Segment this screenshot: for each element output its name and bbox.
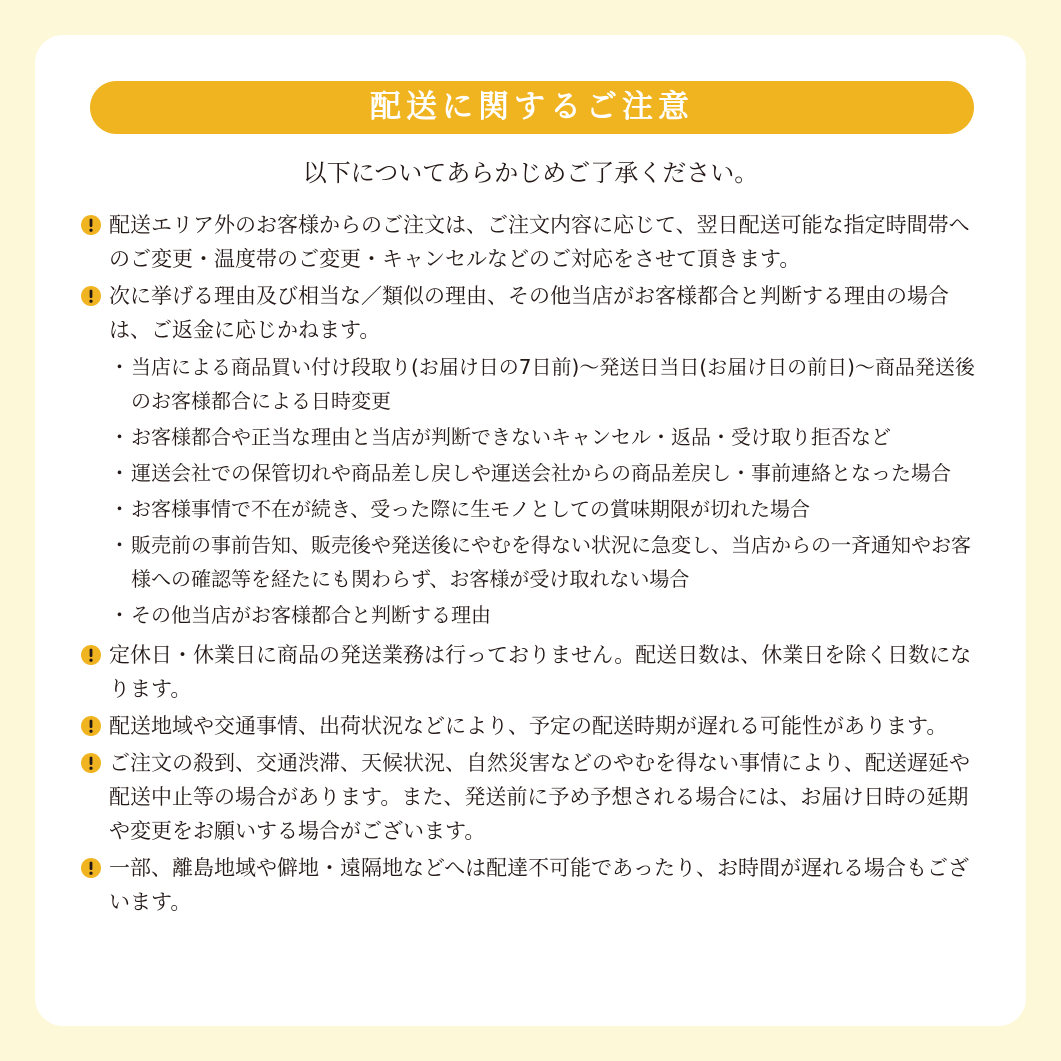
notice-card <box>35 35 1026 1026</box>
notice-text: 次に挙げる理由及び相当な／類似の理由、その他当店がお客様都合と判断する理由の場合は、ご返金に応じかねます。 <box>109 284 949 342</box>
notice-item <box>81 851 981 919</box>
notice-item <box>81 746 981 848</box>
notice-item <box>81 638 981 706</box>
notice-item <box>81 709 981 743</box>
list-item <box>108 492 981 526</box>
notice-text: 配送エリア外のお客様からのご注文は、ご注文内容に応じて、翌日配送可能な指定時間帯へのご変更・温度帯のご変更・キャンセルなどのご対応をさせて頂きます。 <box>109 213 970 271</box>
exclamation-circle-icon <box>81 286 106 306</box>
bullet: ・ <box>109 355 130 379</box>
exclamation-circle-icon <box>81 716 106 736</box>
bullet: ・ <box>109 603 130 627</box>
page-title: 配送に関するご注意 <box>90 81 974 134</box>
subtitle: 以下についてあらかじめご了承ください。 <box>302 159 759 187</box>
bullet: ・ <box>109 497 130 521</box>
list-item-text: 運送会社での保管切れや商品差し戻しや運送会社からの商品差戻し・事前連絡となった場合 <box>131 461 951 485</box>
notice-list <box>81 208 981 922</box>
notice-text: 一部、離島地域や僻地・遠隔地などへは配達不可能であったり、お時間が遅れる場合もございます。 <box>109 856 969 914</box>
exclamation-circle-icon <box>81 753 106 773</box>
list-item <box>108 350 981 418</box>
notice-item <box>81 279 981 347</box>
list-item <box>108 528 981 596</box>
exclamation-circle-icon <box>81 858 106 878</box>
bullet: ・ <box>109 533 130 557</box>
list-item-text: その他当店がお客様都合と判断する理由 <box>131 603 491 627</box>
notice-item <box>81 208 981 276</box>
notice-text: 定休日・休業日に商品の発送業務は行っておりません。配送日数は、休業日を除く日数になります。 <box>109 643 972 701</box>
exclamation-circle-icon <box>81 645 106 665</box>
list-item <box>108 456 981 490</box>
bullet: ・ <box>109 461 130 485</box>
notice-text: ご注文の殺到、交通渋滞、天候状況、自然災害などのやむを得ない事情により、配送遅延や配送中止等の場合があります。また、発送前に予め予想される場合には、お届け日時の延期や変更をお願いする場合がございます。 <box>109 751 970 843</box>
list-item-text: 当店による商品買い付け段取り(お届け日の7日前)〜発送日当日(お届け日の前日)〜商品発送後のお客様都合による日時変更 <box>131 355 975 413</box>
bullet: ・ <box>109 425 130 449</box>
exclamation-circle-icon <box>81 215 106 235</box>
list-item <box>108 598 981 632</box>
list-item-text: お客様都合や正当な理由と当店が判断できないキャンセル・返品・受け取り拒否など <box>131 425 891 449</box>
list-item-text: お客様事情で不在が続き、受った際に生モノとしての賞味期限が切れた場合 <box>131 497 810 521</box>
refund-exclusion-list <box>108 350 981 632</box>
notice-text: 配送地域や交通事情、出荷状況などにより、予定の配送時期が遅れる可能性があります。 <box>109 714 948 738</box>
list-item <box>108 420 981 454</box>
list-item-text: 販売前の事前告知、販売後や発送後にやむを得ない状況に急変し、当店からの一斉通知やお客様への確認等を経たにも関わらず、お客様が受け取れない場合 <box>131 533 971 591</box>
